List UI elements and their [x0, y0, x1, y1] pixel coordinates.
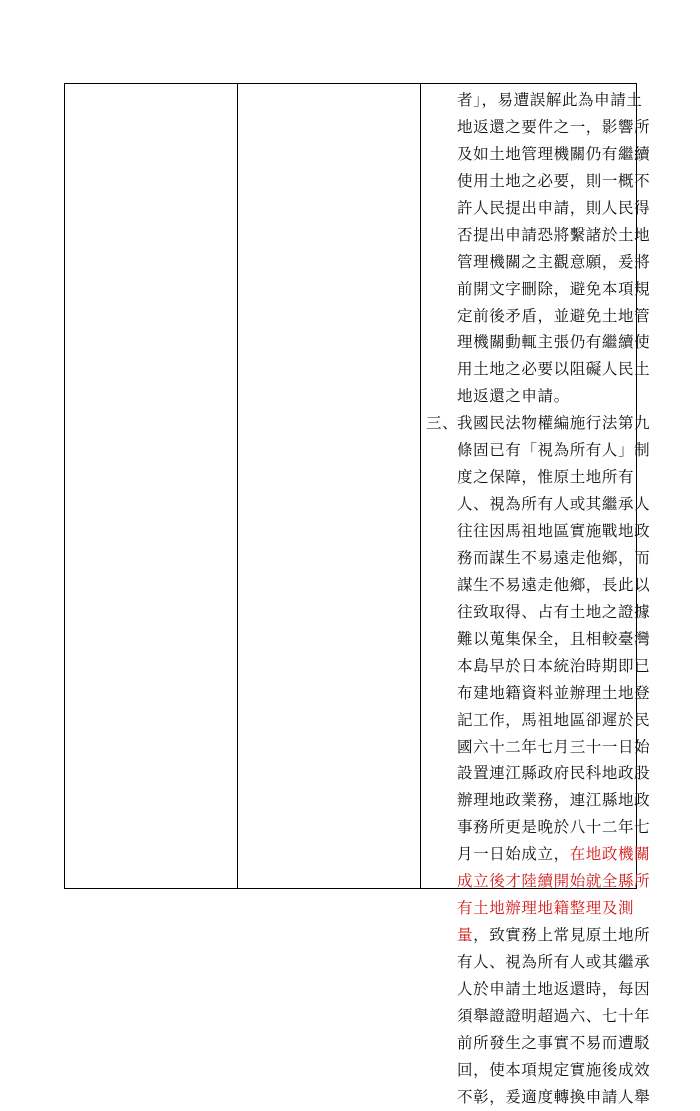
explanation-column	[426, 87, 651, 1111]
text-line: 難以蒐集保全，且相較臺灣	[457, 629, 651, 648]
text-line: 定前後矛盾，並避免土地管	[457, 306, 651, 325]
text-line: 我國民法物權編施行法第九	[457, 414, 651, 433]
text-line: 管理機關之主觀意願，爰將	[457, 252, 651, 271]
text-line: 理機關動輒主張仍有繼續使	[457, 333, 651, 352]
text-line: 謀生不易遠走他鄉，長此以	[457, 575, 651, 594]
text-line: 地返還之要件之一，影響所	[457, 117, 651, 136]
text-line: 設置連江縣政府民科地政股	[457, 764, 651, 783]
item-3-first-line	[426, 410, 651, 437]
highlighted-text: 量	[457, 926, 474, 945]
text-line: 地返還之申請。	[457, 387, 570, 406]
text-line: 記工作，馬祖地區卻遲於民	[457, 710, 651, 729]
text-segment: ，致實務上常見原土地所	[473, 926, 651, 945]
text-segment: 月一日始成立，	[457, 845, 570, 864]
text-line: 辦理地政業務，連江縣地政	[457, 791, 651, 810]
text-line: 者」，易遭誤解此為申請土	[457, 91, 643, 109]
text-line: 使用土地之必要，則一概不	[457, 171, 651, 190]
text-line: 前開文字刪除，避免本項規	[457, 279, 651, 298]
text-line: 本島早於日本統治時期即已	[457, 656, 651, 675]
column-divider-1	[237, 84, 238, 888]
text-line: 前所發生之事實不易而遭駁	[457, 1033, 651, 1052]
text-line: 布建地籍資料並辦理土地登	[457, 683, 651, 702]
highlighted-text-line: 有土地辦理地籍整理及測	[457, 899, 635, 918]
text-line: 回，使本項規定實施後成效	[457, 1060, 651, 1079]
mixed-text-line	[426, 922, 651, 949]
mixed-text-line	[426, 841, 651, 868]
text-line: 度之保障，惟原土地所有	[457, 468, 635, 487]
text-line: 國六十二年七月三十一日始	[457, 737, 651, 756]
text-line: 有人、視為所有人或其繼承	[457, 953, 651, 971]
text-line: 用土地之必要以阻礙人民土	[457, 360, 651, 379]
text-line: 人、視為所有人或其繼承人	[457, 495, 651, 514]
text-line: 須舉證證明超過六、七十年	[457, 1006, 651, 1025]
text-line: 否提出申請恐將繫諸於土地	[457, 225, 651, 244]
text-line: 及如土地管理機關仍有繼續	[457, 144, 651, 163]
text-line: 往致取得、占有土地之證據	[457, 602, 651, 621]
text-line: 人於申請土地返還時，每因	[457, 979, 651, 998]
item-number: 三、	[426, 414, 459, 433]
comparison-table	[64, 83, 651, 1106]
column-divider-2	[420, 84, 421, 888]
text-line: 許人民提出申請，則人民得	[457, 198, 651, 217]
highlighted-text: 在地政機關	[569, 845, 651, 864]
text-line: 不彰，爰適度轉換申請人舉	[457, 1087, 651, 1106]
text-line: 往往因馬祖地區實施戰地政	[457, 522, 651, 540]
text-line: 務而謀生不易遠走他鄉，而	[457, 548, 651, 567]
text-line: 事務所更是晚於八十二年七	[457, 818, 651, 837]
text-line: 條固已有「視為所有人」制	[457, 441, 651, 460]
highlighted-text-line: 成立後才陸續開始就全縣所	[457, 872, 651, 891]
